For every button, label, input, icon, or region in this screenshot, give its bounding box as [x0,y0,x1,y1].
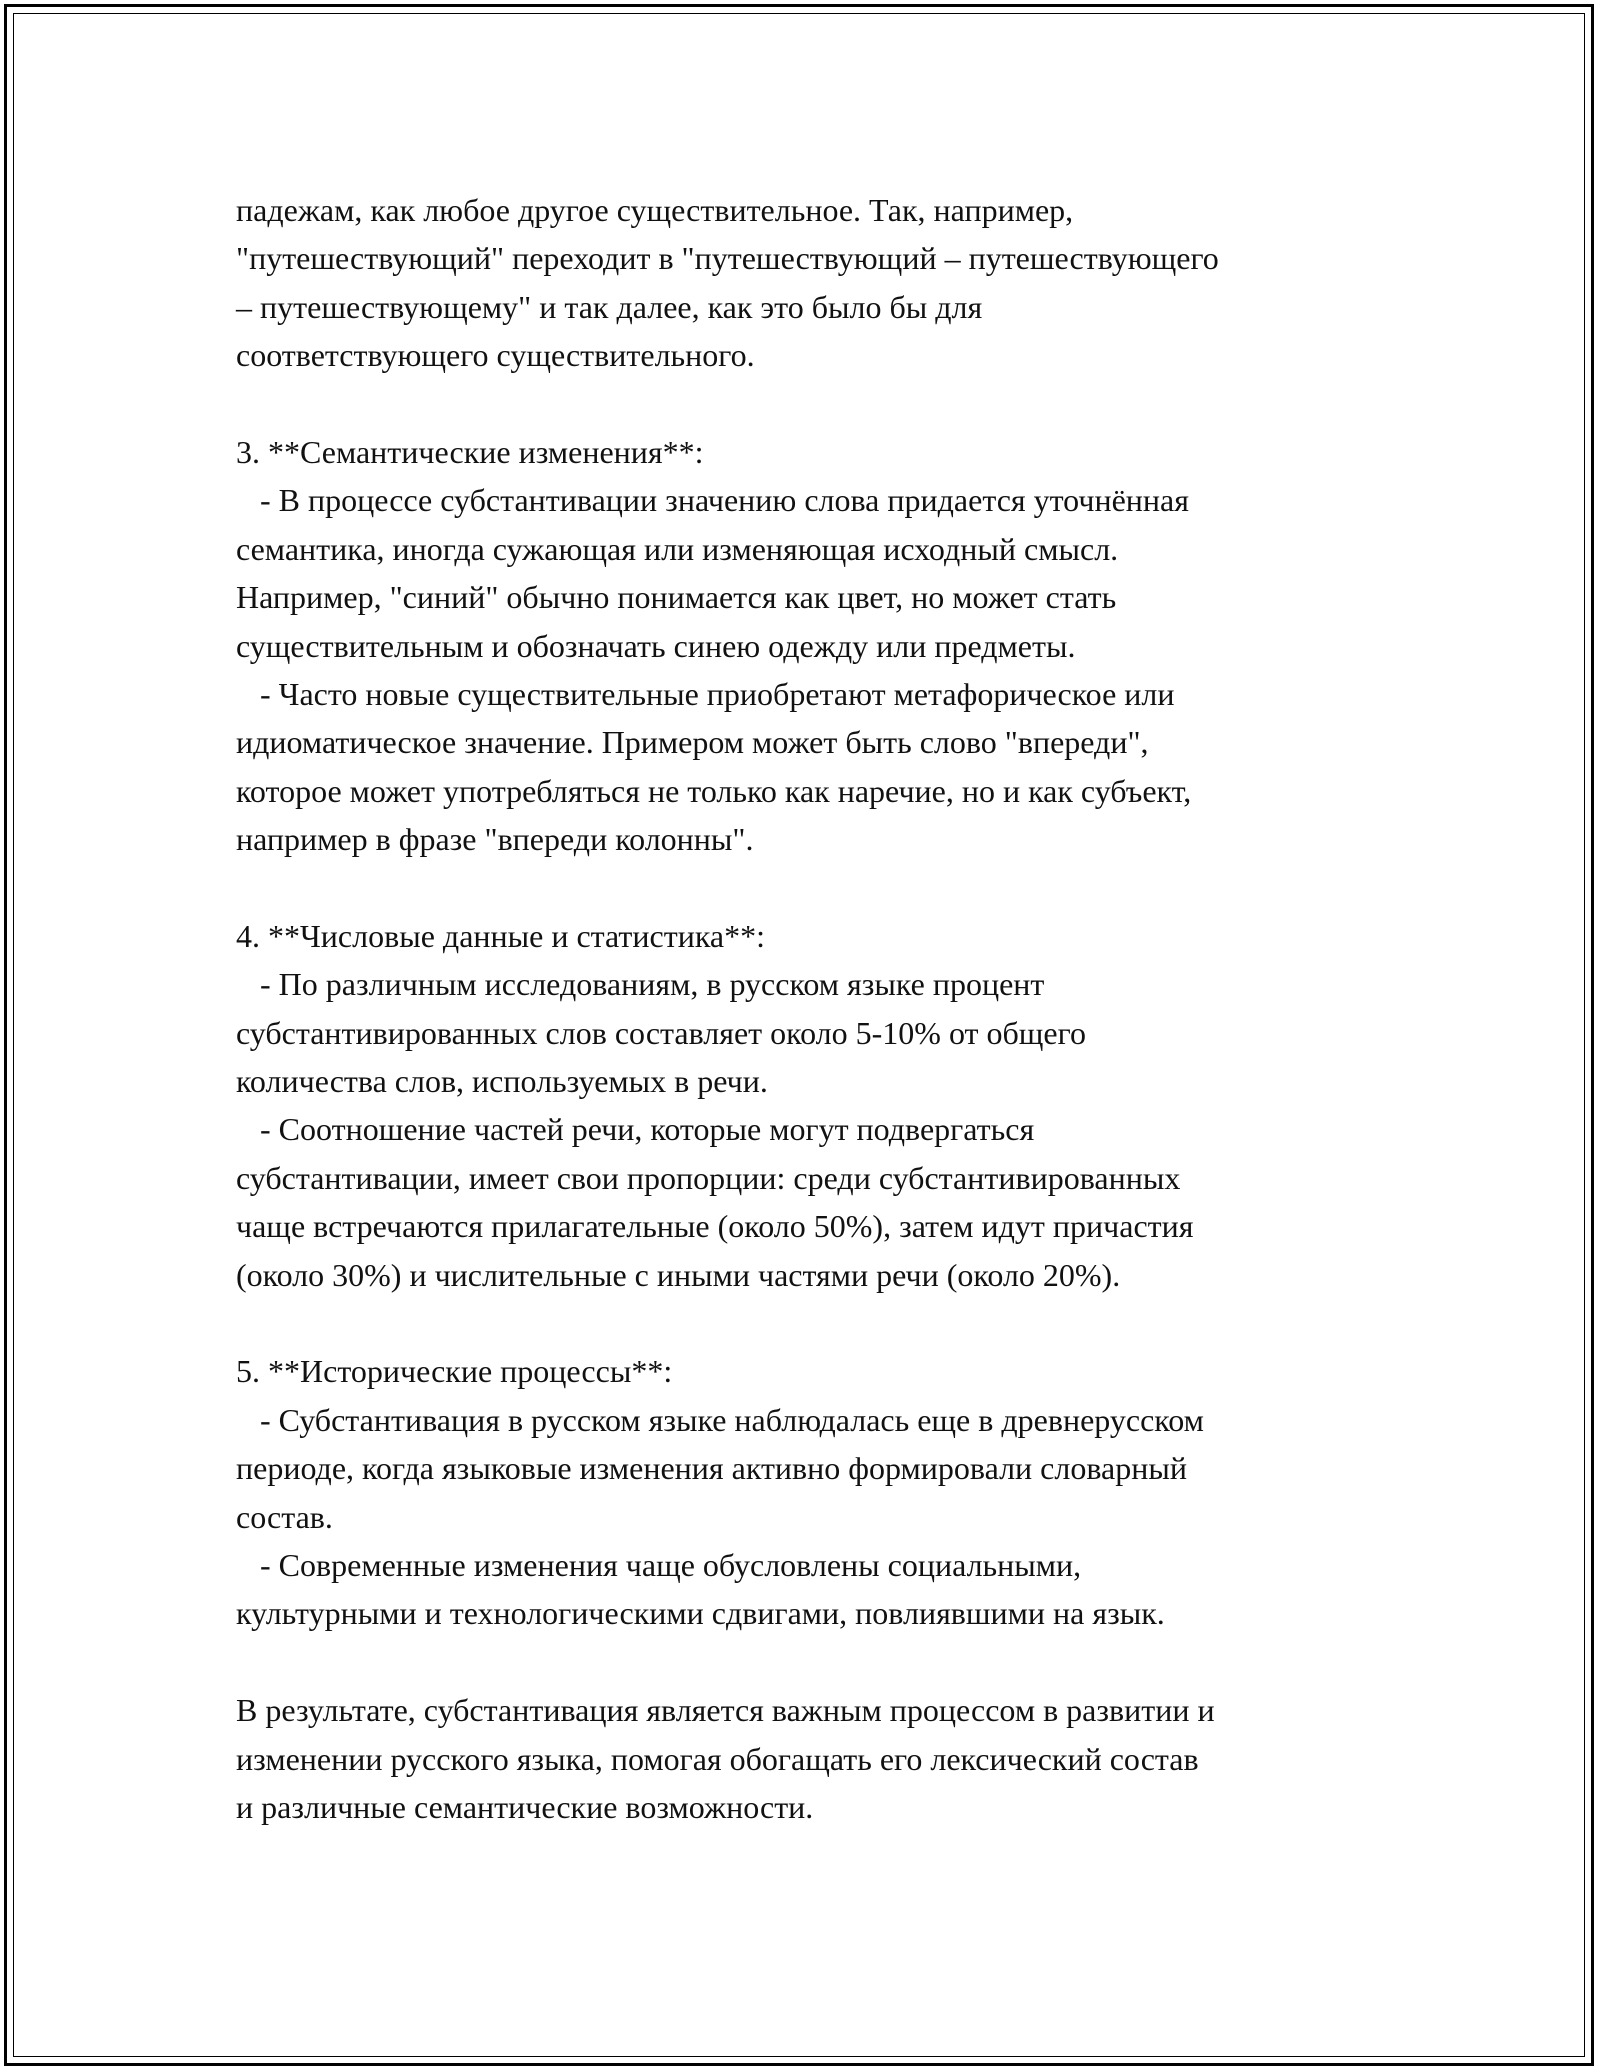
section-heading-semantic-changes: 3. **Семантические изменения**: [236,433,704,470]
bullet-line: - Часто новые существительные приобретают метафорическое или [236,675,1175,712]
bullet-line: - Субстантивация в русском языке наблюдалась еще в древнерусском [236,1401,1204,1438]
paragraph-line: культурными и технологическими сдвигами, повлиявшими на язык. [236,1595,1165,1632]
paragraph-line: количества слов, используемых в речи. [236,1063,768,1100]
blank-line [236,1299,1416,1347]
blank-line [236,1638,1416,1686]
paragraph-line: состав. [236,1498,333,1535]
paragraph-line: – путешествующему" и так далее, как это было бы для [236,288,983,325]
conclusion-line: и различные семантические возможности. [236,1788,814,1825]
paragraph-line: (около 30%) и числительные с иными частями речи (около 20%). [236,1256,1121,1293]
paragraph-line: падежам, как любое другое существительное. Так, например, [236,192,1074,228]
bullet-line: - По различным исследованиям, в русском языке процент [236,966,1045,1003]
bullet-line: - В процессе субстантивации значению слова придается уточнённая [236,482,1189,519]
bullet-line: - Современные изменения чаще обусловлены социальными, [236,1546,1082,1583]
paragraph-line: Например, "синий" обычно понимается как цвет, но может стать [236,579,1117,616]
paragraph-line: которое может употребляться не только как наречие, но и как субъект, [236,772,1192,809]
paragraph-line: например в фразе "впереди колонны". [236,821,754,858]
blank-line [236,863,1416,911]
paragraph-line: чаще встречаются прилагательные (около 50%), затем идут причастия [236,1208,1194,1245]
paragraph-line: существительным и обозначать синею одежду или предметы. [236,627,1076,664]
conclusion-line: В результате, субстантивация является важным процессом в развитии и [236,1692,1215,1729]
paragraph-line: соответствующего существительного. [236,337,755,374]
paragraph-line: идиоматическое значение. Примером может быть слово "впереди", [236,724,1149,761]
document-body [236,186,1416,1831]
paragraph-line: субстантивированных слов составляет около 5-10% от общего [236,1014,1086,1051]
paragraph-line: периоде, когда языковые изменения активно формировали словарный [236,1450,1187,1487]
paragraph-line: "путешествующий" переходит в "путешествующий – путешествующего [236,240,1219,277]
section-heading-statistics: 4. **Числовые данные и статистика**: [236,917,765,954]
conclusion-line: изменении русского языка, помогая обогащать его лексический состав [236,1740,1199,1777]
paragraph-line: субстантивации, имеет свои пропорции: среди субстантивированных [236,1159,1181,1196]
section-heading-historical-processes: 5. **Исторические процессы**: [236,1353,673,1390]
blank-line [236,380,1416,428]
bullet-line: - Соотношение частей речи, которые могут подвергаться [236,1111,1035,1148]
paragraph-line: семантика, иногда сужающая или изменяющая исходный смысл. [236,530,1119,567]
